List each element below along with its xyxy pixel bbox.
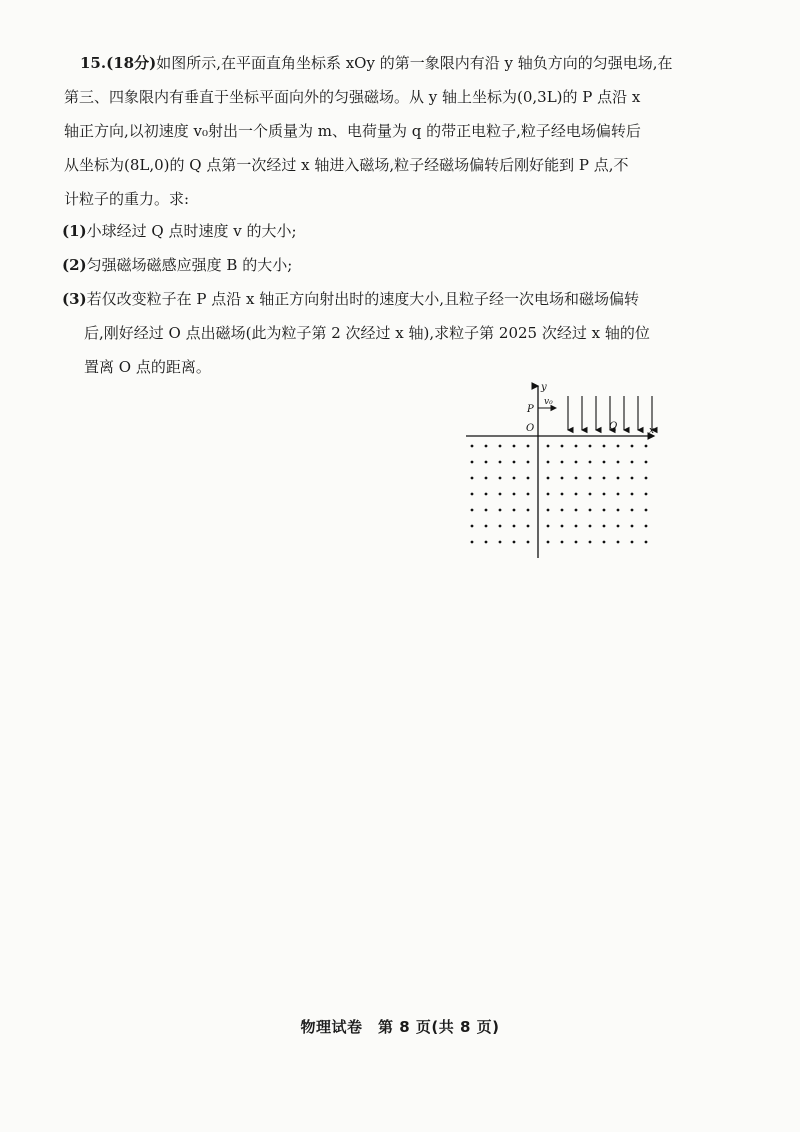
question-part-3-continuation: 置离 O 点的距离。	[84, 358, 211, 376]
part-text: 小球经过 Q 点时速度 v 的大小;	[86, 222, 297, 240]
problem-text-line: 如图所示,在平面直角坐标系 xOy 的第一象限内有沿 y 轴负方向的匀强电场,在	[156, 54, 673, 72]
magnetic-field-dots	[471, 445, 648, 544]
page-footer: 物理试卷 第 8 页(共 8 页)	[300, 1018, 500, 1036]
part-label: (1)	[62, 222, 87, 240]
problem-text-line: 计粒子的重力。求:	[64, 190, 190, 208]
label-o: O	[526, 423, 535, 434]
question-part-3	[62, 288, 639, 310]
problem-text-line: 轴正方向,以初速度 v₀射出一个质量为 m、电荷量为 q 的带正电粒子,粒子经电场偏转后	[64, 122, 641, 140]
problem-text-line: 从坐标为(8L,0)的 Q 点第一次经过 x 轴进入磁场,粒子经磁场偏转后刚好能到 P 点,不	[64, 156, 629, 174]
label-p: P	[527, 404, 534, 415]
label-x: x	[649, 426, 655, 436]
question-part-1	[62, 220, 297, 242]
problem-number: 15.	[80, 54, 107, 72]
label-y: y	[541, 382, 547, 393]
field-diagram	[464, 380, 660, 560]
problem-text-line: 第三、四象限内有垂直于坐标平面向外的匀强磁场。从 y 轴上坐标为(0,3L)的 P 点沿 x	[64, 88, 641, 106]
label-q: Q	[609, 421, 618, 432]
question-part-2	[62, 254, 292, 276]
problem-line-1	[80, 52, 673, 74]
label-v0: v₀	[544, 397, 553, 407]
part-label: (2)	[62, 256, 87, 274]
part-label: (3)	[62, 290, 87, 308]
part-text: 若仅改变粒子在 P 点沿 x 轴正方向射出时的速度大小,且粒子经一次电场和磁场偏转	[86, 290, 640, 308]
problem-score: (18分)	[106, 54, 157, 72]
part-text: 匀强磁场磁感应强度 B 的大小;	[86, 256, 293, 274]
question-part-3-continuation: 后,刚好经过 O 点出磁场(此为粒子第 2 次经过 x 轴),求粒子第 2025 次经过 x 轴的位	[84, 324, 650, 342]
